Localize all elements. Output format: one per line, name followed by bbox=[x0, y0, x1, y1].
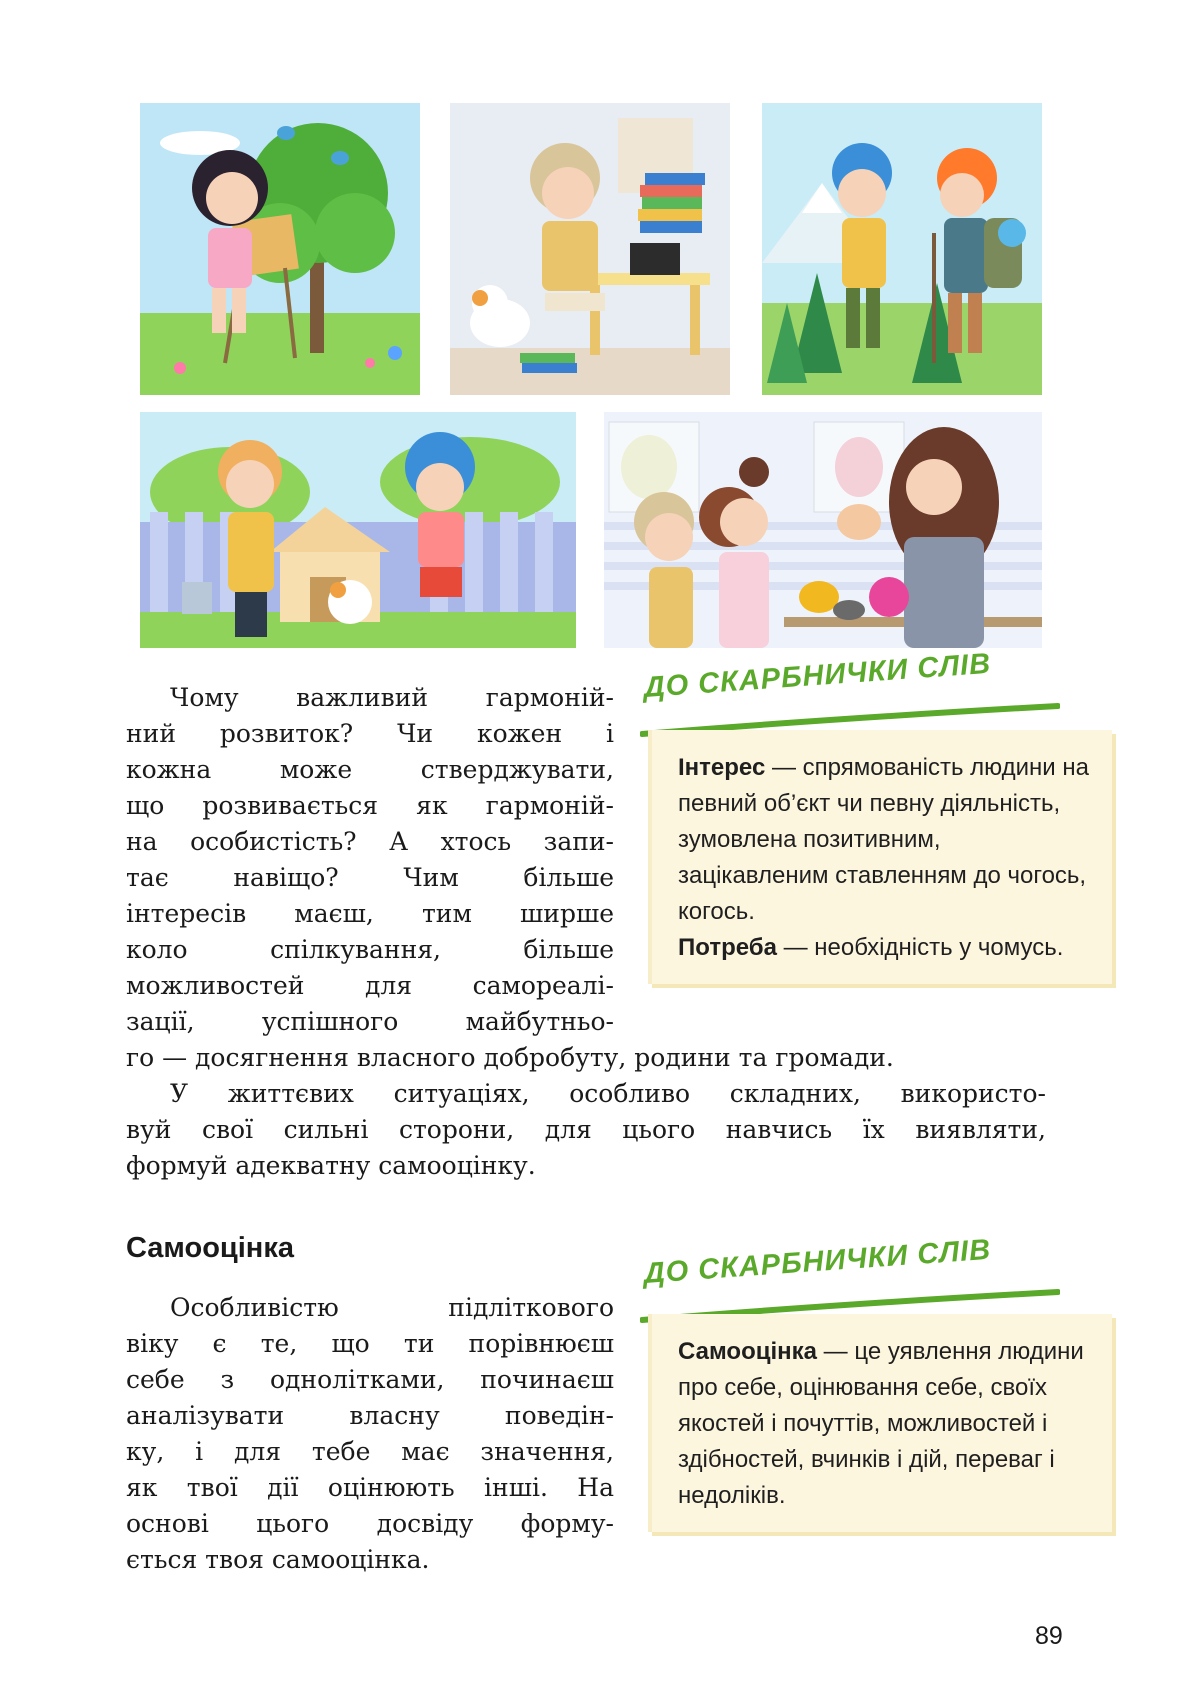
p3-line: основі цього досвіду форму- bbox=[126, 1509, 614, 1538]
vocab-term: Самооцінка bbox=[678, 1338, 818, 1365]
p1-line: зації, успішного майбутньо- bbox=[126, 1007, 614, 1036]
vocab-card-2 bbox=[648, 1314, 1112, 1532]
kids-hiking-illustration bbox=[762, 103, 1042, 395]
paragraph-2 bbox=[126, 1076, 1046, 1184]
p1-line: кожна може стверджувати, bbox=[126, 755, 614, 784]
p3-line: ється твоя самооцінка. bbox=[126, 1545, 430, 1574]
page-number: 89 bbox=[1035, 1622, 1063, 1650]
vocab-term: Інтерес bbox=[678, 754, 766, 781]
vocab-box-1-title: ДО СКАРБНИЧКИ СЛІВ bbox=[642, 647, 993, 705]
p2-line: У життєвих ситуаціях, особливо складних, використо- bbox=[170, 1079, 1046, 1108]
paragraph-3 bbox=[126, 1290, 614, 1578]
p1-line: тає навіщо? Чим більше bbox=[126, 863, 614, 892]
vocab-definition: — це уявлення людини про себе, оцінювання себе, своїх якостей і почуттів, можливостей і здібностей, вчинків і дій, переваг і недоліків. bbox=[678, 1338, 1084, 1509]
p1-line: Чому важливий гармоній- bbox=[170, 683, 614, 712]
section-heading: Самооцінка bbox=[126, 1232, 294, 1264]
p3-line: аналізувати власну поведін- bbox=[126, 1401, 614, 1430]
p1-line: на особистість? А хтось запи- bbox=[126, 827, 614, 856]
vocab-definition: — необхідність у чомусь. bbox=[776, 934, 1064, 961]
vocab-term: Потреба bbox=[678, 934, 777, 961]
p3-line: себе з однолітками, починаєш bbox=[126, 1365, 614, 1394]
p3-line: Особливістю підліткового bbox=[170, 1293, 614, 1322]
boy-studying-illustration bbox=[450, 103, 730, 395]
p1-line: інтересів маєш, тим ширше bbox=[126, 899, 614, 928]
doghouse-illustration bbox=[140, 412, 576, 648]
paragraph-1-tail bbox=[126, 1040, 1046, 1076]
p1-tail-line: го — досягнення власного добробуту, родини та громади. bbox=[126, 1043, 894, 1072]
p2-line: формуй адекватну самооцінку. bbox=[126, 1151, 536, 1180]
p1-line: можливостей для самореалі- bbox=[126, 971, 614, 1000]
p1-line: ний розвиток? Чи кожен і bbox=[126, 719, 614, 748]
p1-line: що розвивається як гармоній- bbox=[126, 791, 614, 820]
vocab-definition: — спрямованість людини на певний об’єкт чи певну діяльність, зумовлена позитивним, зацікавленим ставленням до чогось, когось. bbox=[678, 754, 1089, 925]
vocab-card-1 bbox=[648, 730, 1112, 984]
seashells-lesson-illustration bbox=[604, 412, 1042, 648]
girl-painting-illustration bbox=[140, 103, 420, 395]
p1-line: коло спілкування, більше bbox=[126, 935, 614, 964]
p3-line: віку є те, що ти порівнюєш bbox=[126, 1329, 614, 1358]
p2-line: вуй свої сильні сторони, для цього навчись їх виявляти, bbox=[126, 1115, 1046, 1144]
vocab-box-2-title: ДО СКАРБНИЧКИ СЛІВ bbox=[642, 1233, 993, 1291]
paragraph-1 bbox=[126, 680, 614, 1040]
p3-line: як твої дії оцінюють інші. На bbox=[126, 1473, 614, 1502]
p3-line: ку, і для тебе має значення, bbox=[126, 1437, 614, 1466]
